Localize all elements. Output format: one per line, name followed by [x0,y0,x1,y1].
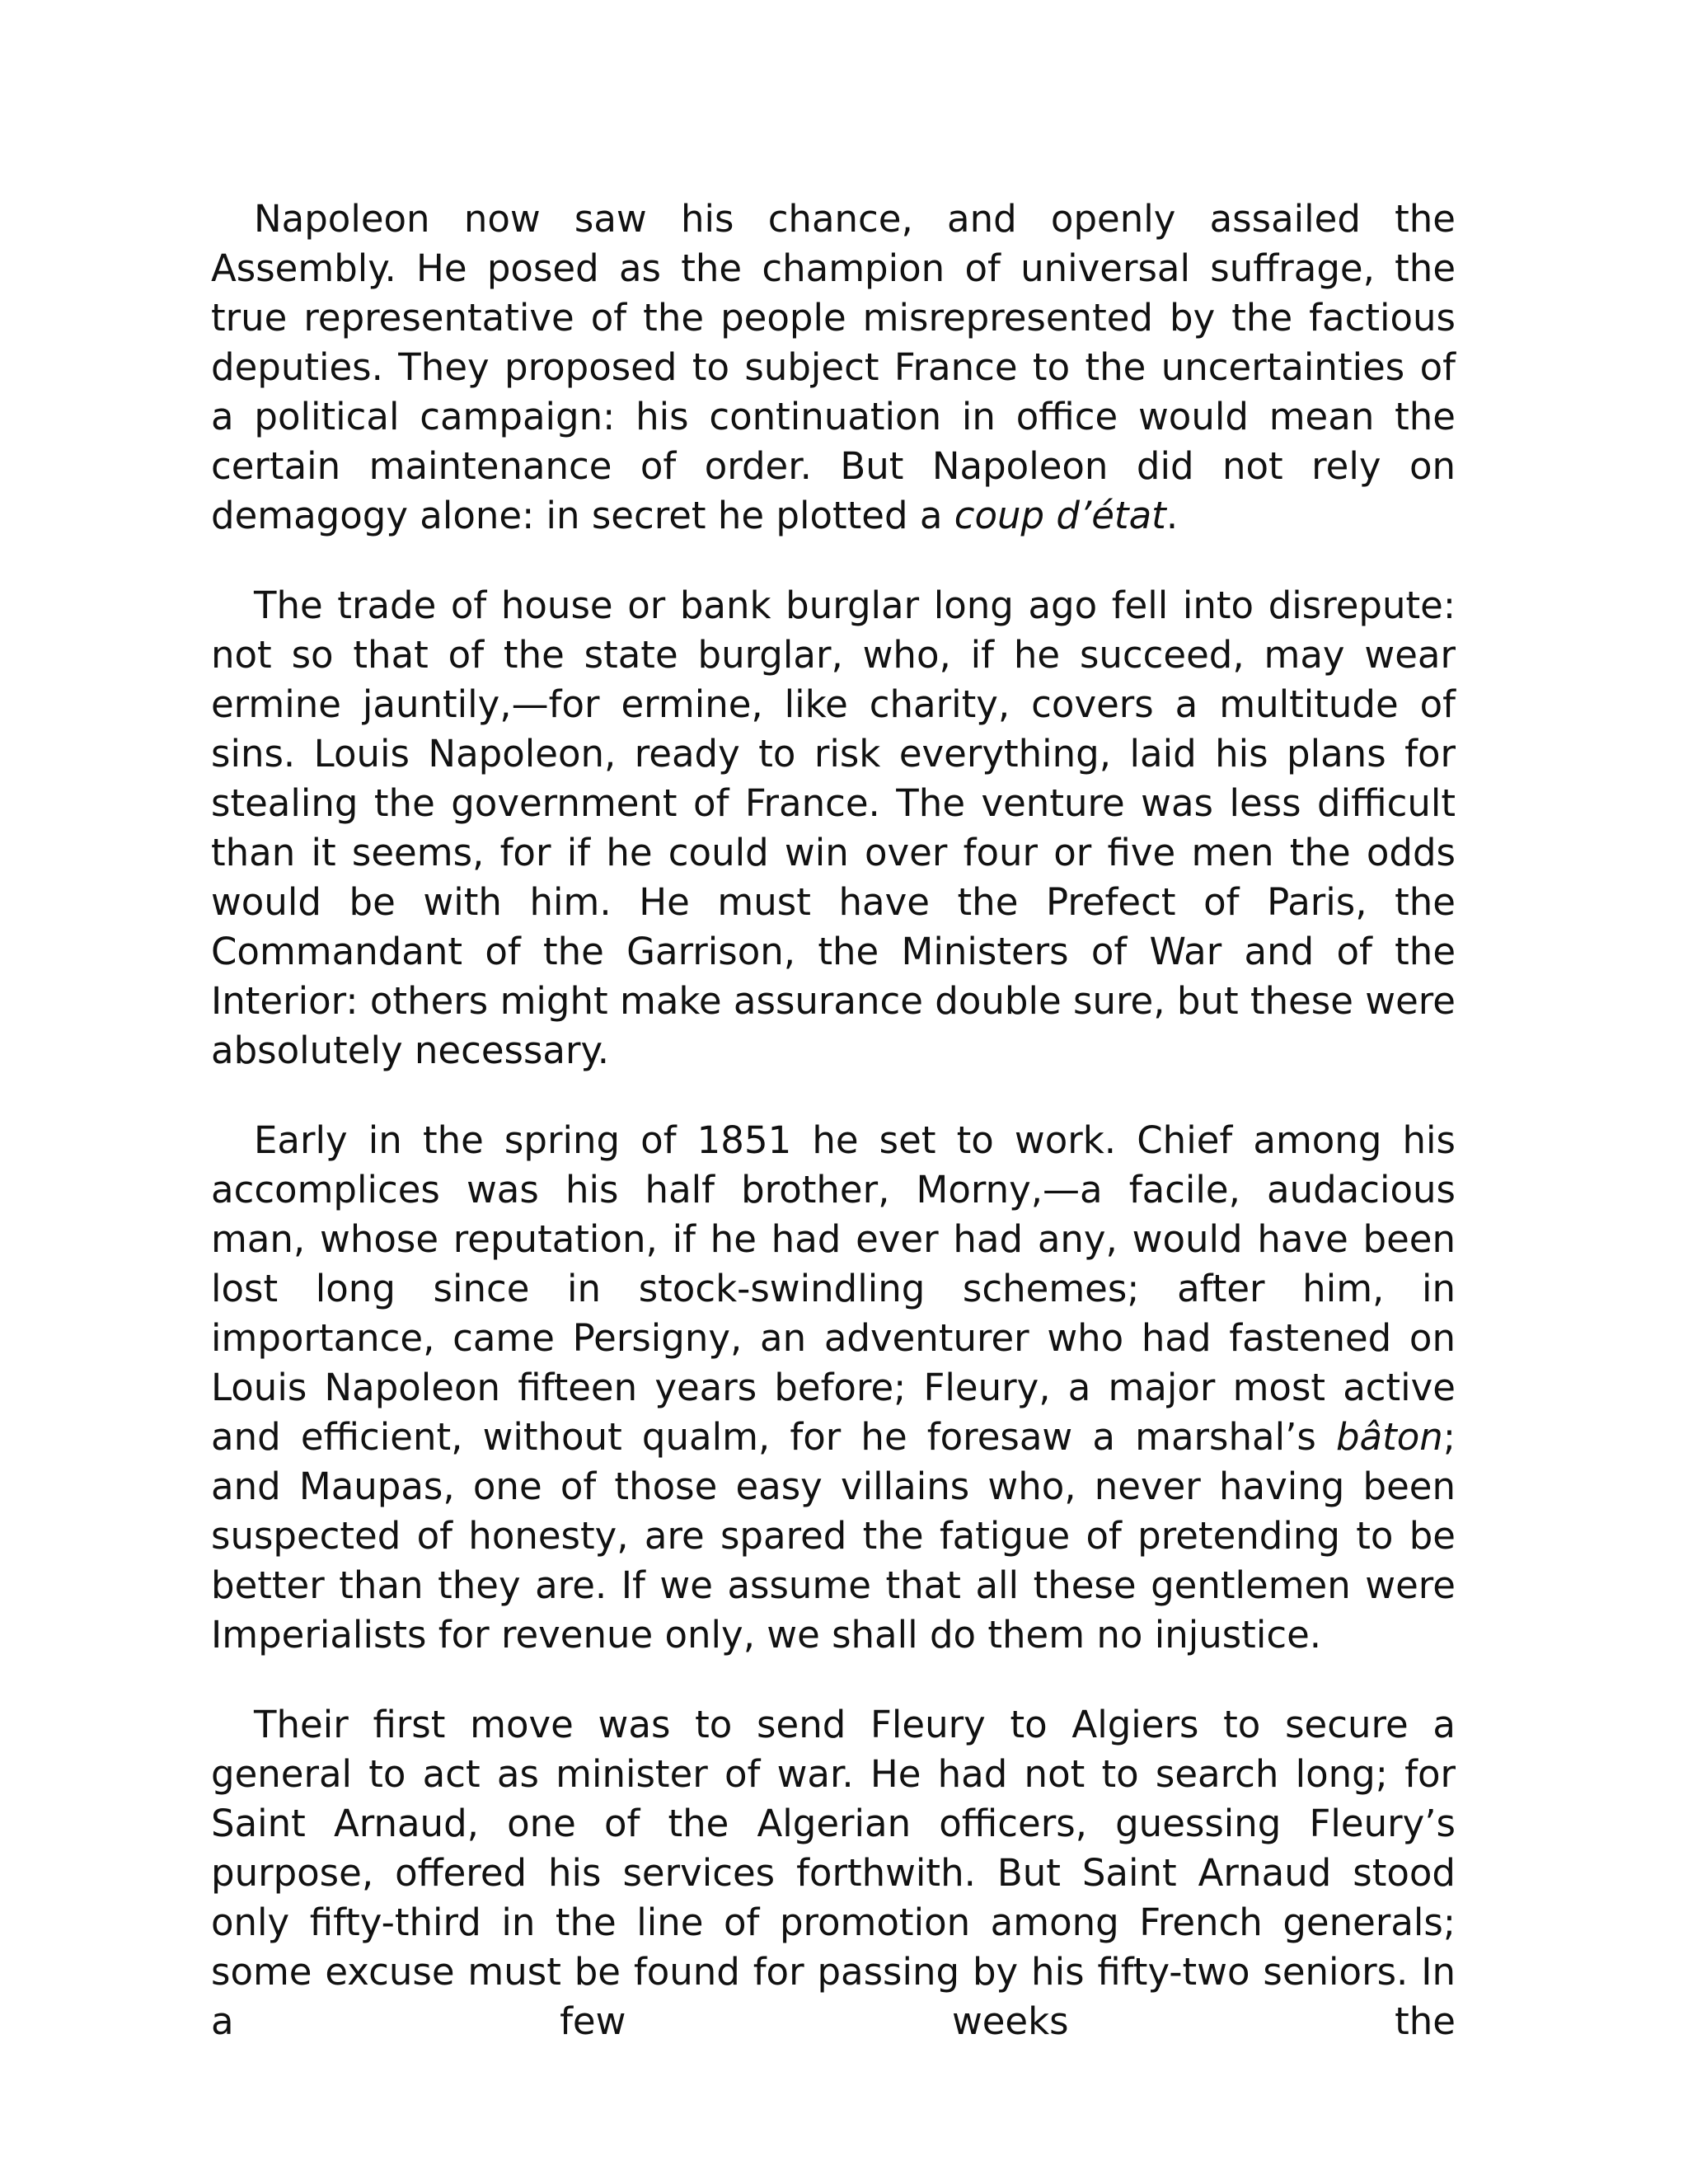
paragraph [211,581,1456,1076]
paragraph [211,1116,1456,1660]
paragraph-text: Napoleon now saw his chance, and openly assailed the Assembly. He posed as the champion of universal suffrage, the true representative of the people misrepresented by the factious deputies. They proposed to subject France to the uncertainties of a political campaign: his continuation in office would mean the certain maintenance of order. But Napoleon did not rely on demagogy alone: in secret he plotted a [211,197,1456,537]
paragraph [211,1700,1456,2046]
italic-phrase: bâton [1335,1415,1443,1459]
paragraph-text: The trade of house or bank burglar long ago fell into disrepute: not so that of the state burglar, who, if he succeed, may wear ermine jauntily,—for ermine, like charity, covers a multitude of sins. Louis Napoleon, ready to risk everything, laid his plans for stealing the government of France. The venture was less difficult than it seems, for if he could win over four or five men the odds would be with him. He must have the Prefect of Paris, the Commandant of the Garrison, the Ministers of War and of the Interior: others might make assurance double sure, but these were absolutely necessary. [211,583,1456,1072]
paragraph-text: . [1165,494,1179,537]
paragraph [211,194,1456,541]
body-text [211,194,1456,2046]
paragraph-text: Their first move was to send Fleury to Algiers to secure a general to act as minister of war. He had not to search long; for Saint Arnaud, one of the Algerian officers, guessing Fleury’s purpose, offered his services forthwith. But Saint Arnaud stood only fifty-third in the line of promotion among French generals; some excuse must be found for passing by his fifty-two seniors. In a few weeks the [211,1703,1456,2043]
italic-phrase: coup d’état [954,494,1166,537]
paragraph-text: ; and Maupas, one of those easy villains who, never having been suspected of honesty, are spared the fatigue of pretending to be better than they are. If we assume that all these gentlemen were Imperialists for revenue only, we shall do them no injustice. [211,1415,1456,1657]
paragraph-text: Early in the spring of 1851 he set to work. Chief among his accomplices was his half brother, Morny,—a facile, audacious man, whose reputation, if he had ever had any, would have been lost long since in stock-swindling schemes; after him, in importance, came Persigny, an adventurer who had fastened on Louis Napoleon fifteen years before; Fleury, a major most active and efficient, without qualm, for he foresaw a marshal’s [211,1118,1456,1459]
